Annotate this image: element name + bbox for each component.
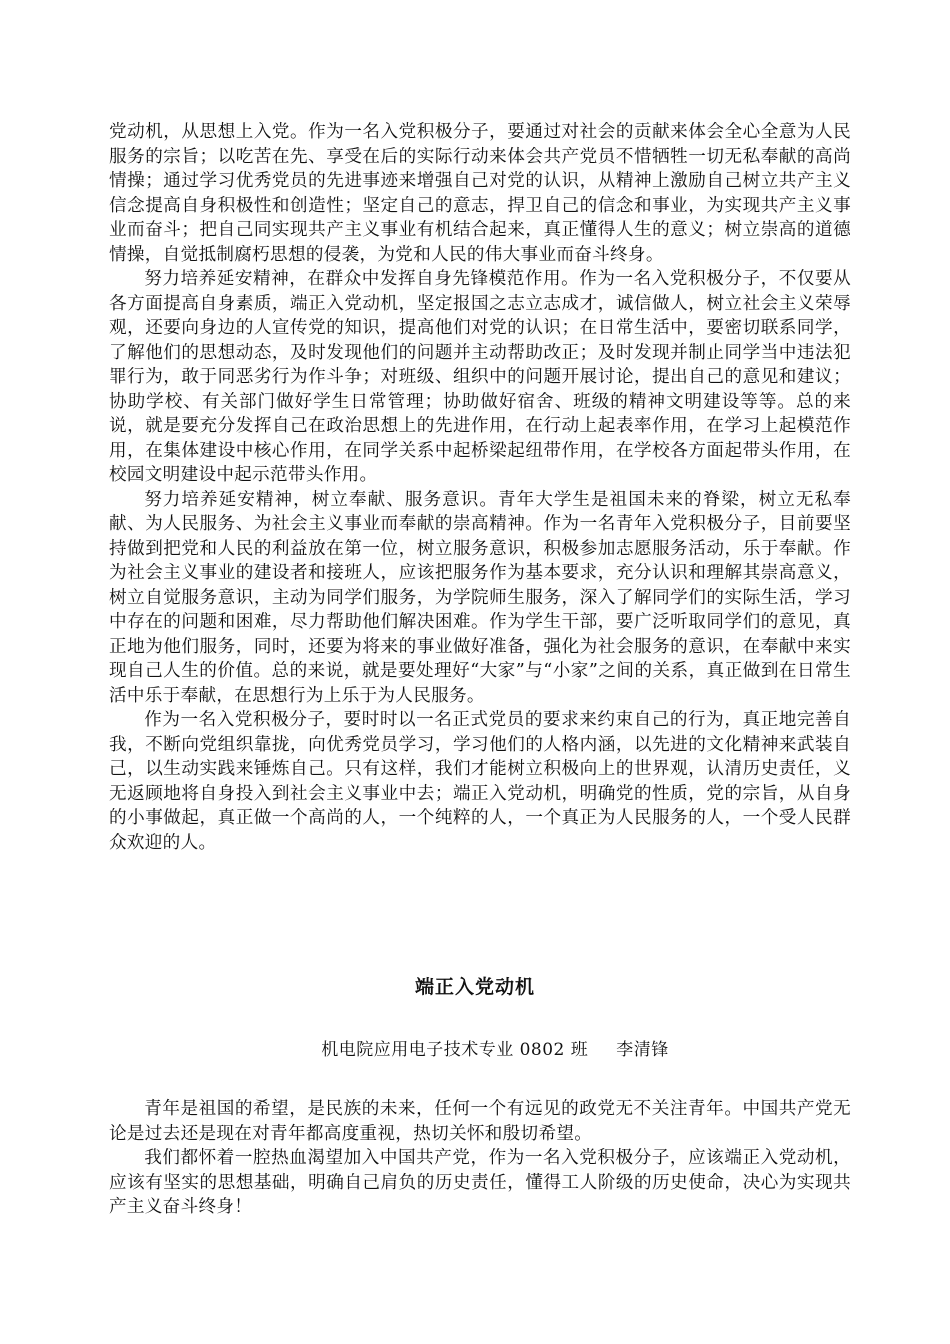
- byline-unit: 机电院应用电子技术专业 0802 班: [321, 1040, 589, 1060]
- document-body-section-2: [109, 1097, 851, 1220]
- document-body-section-1: [109, 120, 851, 855]
- paragraph-join-party: 我们都怀着一腔热血渴望加入中国共产党，作为一名入党积极分子，应该端正入党动机，应该有坚实的思想基础，明确自己肩负的历史责任，懂得工人阶级的历史使命，决心为实现共产主义奋斗终身！: [109, 1148, 851, 1217]
- paragraph-youth-hope: 青年是祖国的希望，是民族的未来，任何一个有远见的政党无不关注青年。中国共产党无论是过去还是现在对青年都高度重视，热切关怀和殷切希望。: [109, 1099, 851, 1144]
- article-title: 端正入党动机: [414, 976, 535, 998]
- paragraph-dedication-service: 努力培养延安精神，树立奉献、服务意识。青年大学生是祖国未来的脊梁，树立无私奉献、为人民服务、为社会主义事业而奉献的崇高精神。作为一名青年入党积极分子，目前要坚持做到把党和人民的利益放在第一位，树立服务意识，积极参加志愿服务活动，乐于奉献。作为社会主义事业的建设者和接班人，应该把服务作为基本要求，充分认识和理解其崇高意义，树立自觉服务意识，主动为同学们服务，为学院师生服务，深入了解同学们的实际生活，学习中存在的问题和困难，尽力帮助他们解决困难。作为学生干部，要广泛听取同学们的意见，真正地为他们服务，同时，还要为将来的事业做好准备，强化为社会服务的意识，在奉献中来实现自己人生的价值。总的来说，就是要处理好“大家”与“小家”之间的关系，真正做到在日常生活中乐于奉献，在思想行为上乐于为人民服务。: [109, 489, 851, 706]
- paragraph-continued: 党动机，从思想上入党。作为一名入党积极分子，要通过对社会的贡献来体会全心全意为人民服务的宗旨；以吃苦在先、享受在后的实际行动来体会共产党员不惜牺牲一切无私奉献的高尚情操；通过学习优秀党员的先进事迹来增强自己对党的认识，从精神上激励自己树立共产主义信念提高自身积极性和创造性；坚定自己的意志，捍卫自己的信念和事业，为实现共产主义事业而奋斗；把自己同实现共产主义事业有机结合起来，真正懂得人生的意义；树立崇高的道德情操，自觉抵制腐朽思想的侵袭，为党和人民的伟大事业而奋斗终身。: [109, 122, 851, 265]
- byline-author: 李清锋: [616, 1040, 669, 1060]
- paragraph-yanan-spirit-vanguard: 努力培养延安精神，在群众中发挥自身先锋模范作用。作为一名入党积极分子，不仅要从各方面提高自身素质，端正入党动机，坚定报国之志立志成才，诚信做人，树立社会主义荣辱观，还要向身边的人宣传党的知识，提高他们对党的认识；在日常生活中，要密切联系同学，了解他们的思想动态，及时发现他们的问题并主动帮助改正；及时发现并制止同学当中违法犯罪行为，敢于同恶劣行为作斗争；对班级、组织中的问题开展讨论，提出自己的意见和建议；协助学校、有关部门做好学生日常管理；协助做好宿舍、班级的精神文明建设等等。总的来说，就是要充分发挥自己在政治思想上的先进作用，在行动上起表率作用，在学习上起模范作用，在集体建设中核心作用，在同学关系中起桥梁起纽带作用，在学校各方面起带头作用，在校园文明建设中起示范带头作用。: [109, 269, 851, 485]
- article-byline: [0, 1035, 950, 1060]
- paragraph-conclusion: 作为一名入党积极分子，要时时以一名正式党员的要求来约束自己的行为，真正地完善自我，不断向党组织靠拢，向优秀党员学习，学习他们的人格内涵，以先进的文化精神来武装自己，以生动实践来锤炼自己。只有这样，我们才能树立积极向上的世界观，认清历史责任，义无返顾地将自身投入到社会主义事业中去；端正入党动机，明确党的性质，党的宗旨，从自身的小事做起，真正做一个高尚的人，一个纯粹的人，一个真正为人民服务的人，一个受人民群众欢迎的人。: [109, 710, 851, 853]
